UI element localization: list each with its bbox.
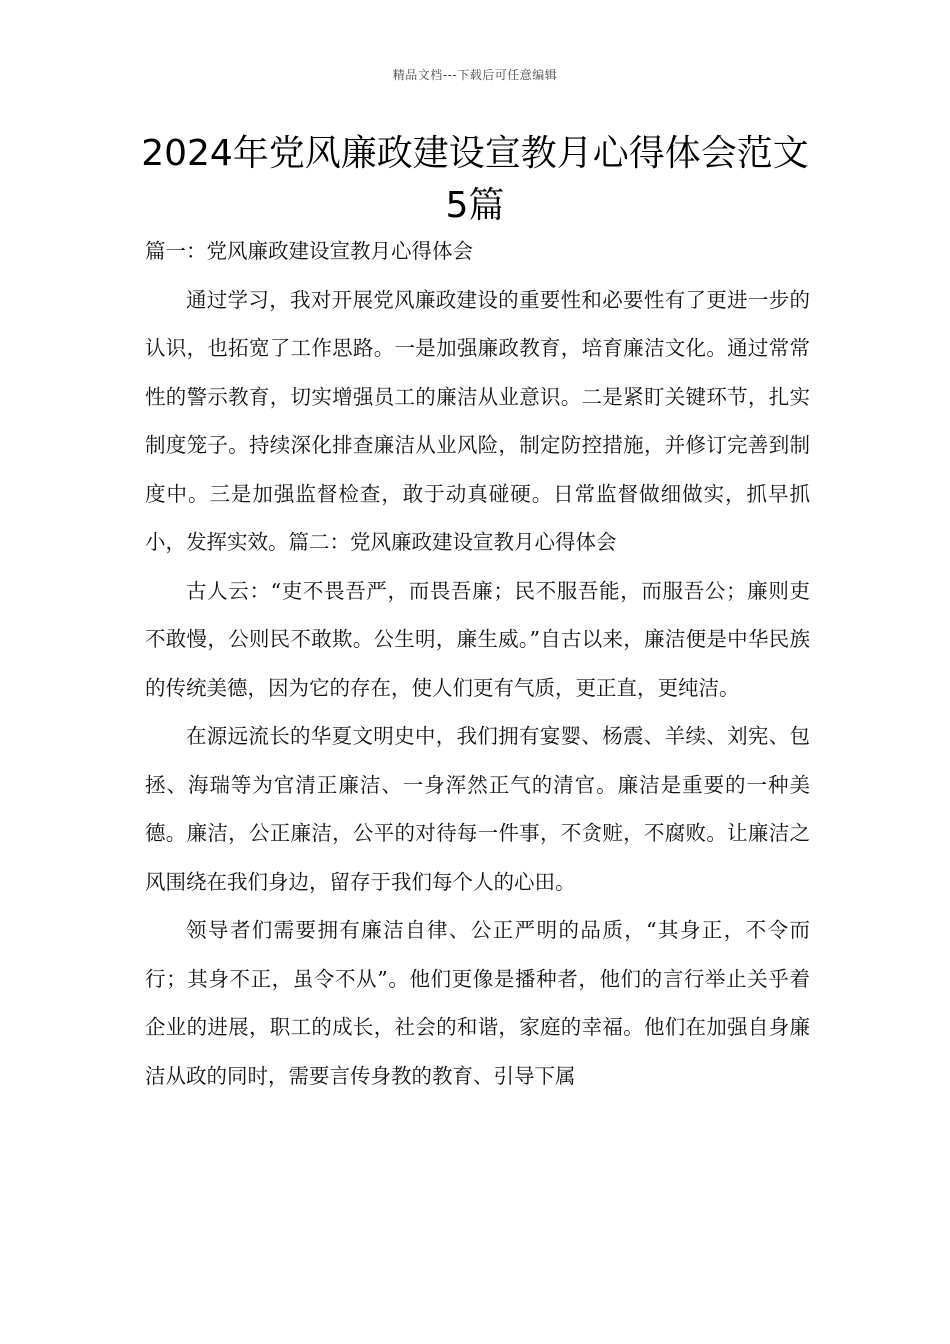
paragraph-2: 古人云：“吏不畏吾严，而畏吾廉；民不服吾能，而服吾公；廉则吏不敢慢，公则民不敢欺。公生明，廉生威。”自古以来，廉洁便是中华民族的传统美德，因为它的存在，使人们更有气质，更正直，更纯洁。 [145, 578, 810, 700]
header-note: 精品文档---下载后可任意编辑 [392, 68, 558, 82]
document-title: 2024年党风廉政建设宣教月心得体会范文5篇 [141, 133, 809, 226]
paragraph-1: 通过学习，我对开展党风廉政建设的重要性和必要性有了更进一步的认识，也拓宽了工作思路。一是加强廉政教育，培育廉洁文化。通过常常性的警示教育，切实增强员工的廉洁从业意识。二是紧盯关键环节，扎实制度笼子。持续深化排查廉洁从业风险，制定防控措施，并修订完善到制度中。三是加强监督检查，敢于动真碰硬。日常监督做细做实，抓早抓小，发挥实效。篇二：党风廉政建设宣教月心得体会 [145, 287, 810, 554]
paragraph-4: 领导者们需要拥有廉洁自律、公正严明的品质，“其身正，不令而行；其身不正，虽令不从”。他们更像是播种者，他们的言行举止关乎着企业的进展，职工的成长，社会的和谐，家庭的幸福。他们在加强自身廉洁从政的同时，需要言传身教的教育、引导下属 [145, 918, 810, 1088]
section-heading: 篇一：党风廉政建设宣教月心得体会 [145, 239, 473, 263]
paragraph-3: 在源远流长的华夏文明史中，我们拥有宴婴、杨震、羊续、刘宪、包拯、海瑞等为官清正廉洁、一身浑然正气的清官。廉洁是重要的一种美德。廉洁，公正廉洁，公平的对待每一件事，不贪赃，不腐败。让廉洁之风围绕在我们身边，留存于我们每个人的心田。 [145, 724, 810, 894]
document-body [145, 227, 810, 1100]
